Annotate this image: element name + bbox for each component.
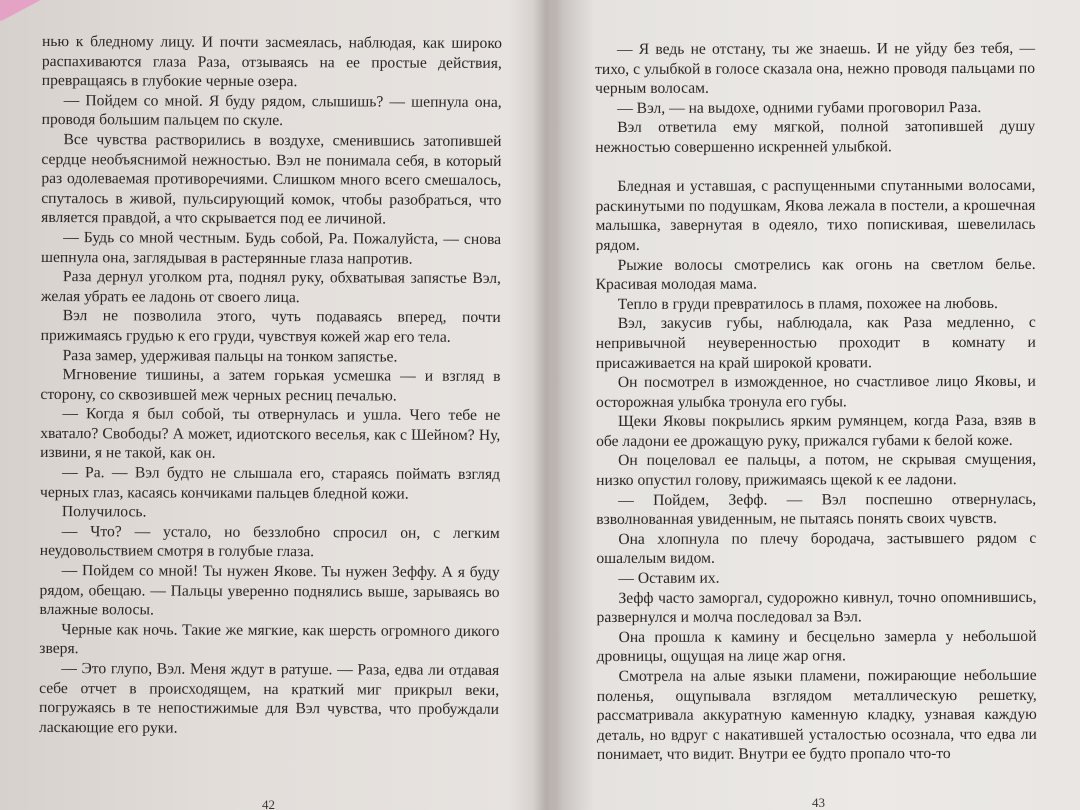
left-page-text [39, 32, 502, 739]
right-page [555, 0, 1080, 810]
right-page-text [595, 39, 1037, 765]
left-page-number: 42 [262, 797, 275, 810]
paragraph: Раза дернул уголком рта, поднял руку, обхватывая запястье Вэл, желая убрать ее ладонь от своего лица. [40, 268, 501, 306]
paragraph: Все чувства растворились в воздухе, сменившись затопившей сердце необъяснимой нежностью. Вэл не понимала себя, в который раз одолеваемая противоречиями. Слишком много всего смешалось, спуталось в живой, пульсирующий комок, чтобы разобраться, что является правдой, а что скрывается под ее личиной. [41, 131, 502, 228]
paragraph: — Это глупо, Вэл. Меня ждут в ратуше. — Раза, едва ли отдавая себе отчет в происходящем, на краткий миг прикрыл веки, погружаясь в те непостижимые для Вэл чувства, что пробуждали ласкающие его руки. [38, 660, 500, 737]
paragraph: Бледная и уставшая, с распущенными спутанными волосами, раскинутыми по подушкам, Якова лежала в постели, а крошечная малышка, завернутая в одеяло, тихо попискивая, шевелилась рядом. [595, 177, 1036, 254]
paragraph: — Что? — устало, но беззлобно спросил он, с легким неудовольствием смотря в голубые глаза. [39, 522, 500, 561]
paragraph: Смотрела на алые языки пламени, пожирающие небольшие поленья, ощупывала взглядом металлическую решетку, рассматривала аккуратную каменную кладку, узнавая каждую деталь, но вдруг с накатившей усталостью осознала, что едва ли понимает, что видит. Внутри ее будто пропало что-то [596, 666, 1037, 764]
paragraph: Вэл не позволила этого, чуть подаваясь вперед, почти прижимаясь грудью к его груди, чувствуя кожей жар его тела. [40, 307, 501, 346]
right-page-number: 43 [812, 795, 825, 810]
paragraph: — Оставим их. [618, 569, 720, 587]
paragraph: Зефф часто заморгал, судорожно кивнул, точно опомнившись, развернулся и молча последовал за Вэл. [596, 588, 1037, 627]
paragraph: — Пойдем со мной. Я буду рядом, слышишь? — шепнула она, проводя большим пальцем по скуле. [41, 91, 502, 130]
paragraph: Мгновение тишины, а затем горькая усмешка — и взгляд в сторону, со сквозившей меж черных ресниц печалью. [40, 366, 501, 405]
paragraph: Рыжие волосы смотрелись как огонь на светлом белье. Красивая молодая мама. [595, 255, 1036, 294]
paragraph: — Я ведь не отстану, ты же знаешь. И не уйду без тебя, — тихо, с улыбкой в голосе сказала она, нежно проводя пальцами по черным волосам. [595, 39, 1036, 98]
paragraph: — Пойдем со мной! Ты нужен Якове. Ты нужен Зеффу. А я буду рядом, обещаю. — Пальцы уверенно поднялись выше, зарываясь во влажные волосы. [39, 562, 500, 619]
paragraph: Щеки Яковы покрылись ярким румянцем, когда Раза, взяв в обе ладони ее дрожащую руку, прижался губами к белой коже. [596, 412, 1037, 450]
paragraph: — Вэл, — на выдохе, одними губами проговорил Раза. [617, 98, 982, 117]
paragraph: Вэл, закусив губы, наблюдала, как Раза медленно, с непривычной неуверенностью проходит в комнату и присаживается на край широкой кровати. [595, 314, 1036, 372]
paragraph: — Ра. — Вэл будто не слышала его, стараясь поймать взгляд черных глаз, касаясь кончиками пальцев бледной кожи. [39, 464, 501, 503]
paragraph: Тепло в груди превратилось в пламя, похожее на любовь. [617, 294, 998, 313]
paragraph: Она прошла к камину и бесцельно замерла у небольшой дровницы, ощущая на лице жар огня. [596, 627, 1037, 666]
paragraph: Он поцеловал ее пальцы, а потом, не скрывая смущения, низко опустил голову, прижимаясь щекой к ее ладони. [596, 451, 1037, 490]
paragraph: Он посмотрел в изможденное, но счастливое лицо Яковы, и осторожная улыбка тронула его губы. [595, 372, 1036, 411]
paragraph: Черные как ночь. Такие же мягкие, как шерсть огромного дикого зверя. [39, 620, 500, 658]
paragraph: — Пойдем, Зефф. — Вэл поспешно отвернулась, взволнованная увиденным, не пытаясь понять своих чувств. [596, 490, 1037, 529]
paragraph: — Когда я был собой, ты отвернулась и ушла. Чего тебе не хватало? Свободы? А может, идиотского веселья, как с Шейном? Ну, извини, я не такой, как он. [40, 405, 501, 463]
paragraph: Она хлопнула по плечу бородача, застывшего рядом с ошалелым видом. [596, 529, 1037, 568]
paragraph: Раза замер, удерживая пальцы на тонком запястье. [62, 346, 398, 366]
paragraph: — Будь со мной честным. Будь собой, Ра. Пожалуйста, — снова шепнула она, заглядывая в растерянные глаза напротив. [40, 229, 502, 268]
paragraph: Получилось. [61, 503, 147, 521]
paragraph: Вэл ответила ему мягкой, полной затопившей душу нежностью совершенно искренней улыбкой. [595, 118, 1036, 156]
paragraph: нью к бледному лицу. И почти засмеялась, наблюдая, как широко распахиваются глаза Раза, отзываясь на ее простые действия, превращаясь в глубокие черные озера. [41, 32, 502, 91]
